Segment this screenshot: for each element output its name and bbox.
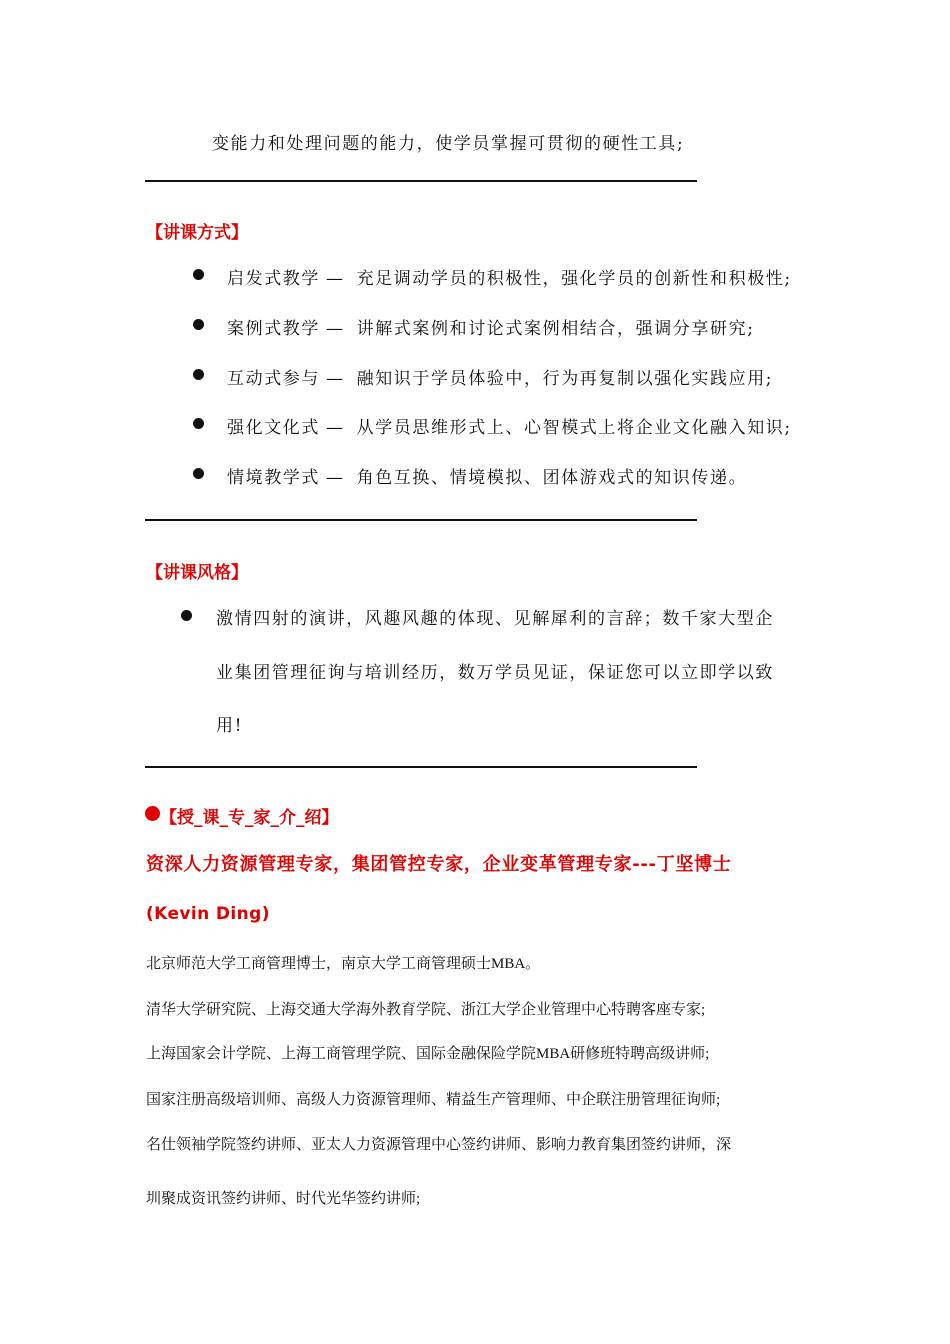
style-line-3: 用! (216, 716, 244, 736)
intro-line: 变能力和处理问题的能力，使学员掌握可贯彻的硬性工具; (212, 134, 685, 154)
list-item-text (227, 463, 747, 488)
bio-line: 名仕领袖学院签约讲师、亚太人力资源管理中心签约讲师、影响力教育集团签约讲师，深 (146, 1137, 732, 1153)
list-item-text (227, 413, 792, 438)
divider (145, 766, 697, 768)
bio-line: 上海国家会计学院、上海工商管理学院、国际金融保险学院MBA研修班特聘高级讲师; (146, 1046, 710, 1062)
bullet-icon (181, 610, 192, 621)
method-desc: 从学员思维形式上、心智模式上将企业文化融入知识; (356, 418, 792, 438)
expert-title: 资深人力资源管理专家，集团管控专家，企业变革管理专家---丁坚博士 (146, 854, 732, 875)
bio-line: 清华大学研究院、上海交通大学海外教育学院、浙江大学企业管理中心特聘客座专家; (146, 1002, 706, 1018)
list-item-text (227, 264, 792, 289)
method-desc: 充足调动学员的积极性，强化学员的创新性和积极性; (356, 269, 792, 289)
method-desc: 角色互换、情境模拟、团体游戏式的知识传递。 (356, 468, 748, 488)
expert-heading: 【授_课_专_家_介_绍】 (160, 808, 339, 828)
bio-line: 圳聚成资讯签约讲师、时代光华签约讲师; (146, 1191, 421, 1207)
bio-line: 北京师范大学工商管理博士，南京大学工商管理硕士MBA。 (146, 956, 541, 972)
method-desc: 融知识于学员体验中，行为再复制以强化实践应用; (356, 369, 774, 389)
divider (145, 180, 697, 182)
dash: — (326, 369, 345, 389)
bullet-icon (193, 269, 204, 280)
divider (145, 519, 697, 521)
bullet-icon (193, 369, 204, 380)
method-desc: 讲解式案例和讨论式案例相结合，强调分享研究; (356, 319, 755, 339)
list-item-text (227, 364, 773, 389)
method-name: 强化文化式 (227, 418, 320, 438)
dash: — (326, 269, 345, 289)
dash: — (326, 319, 345, 339)
bullet-icon (193, 468, 204, 479)
method-name: 启发式教学 (227, 269, 320, 289)
list-item-text (227, 314, 755, 339)
bio-line: 国家注册高级培训师、高级人力资源管理师、精益生产管理师、中企联注册管理征询师; (146, 1092, 721, 1108)
dash: — (326, 468, 345, 488)
teaching-method-heading: 【讲课方式】 (146, 223, 248, 243)
style-line-1: 激情四射的演讲，风趣风趣的体现、见解犀利的言辞；数千家大型企 (216, 609, 774, 629)
teaching-style-heading: 【讲课风格】 (146, 563, 248, 583)
red-bullet-icon (145, 806, 160, 821)
bullet-icon (193, 319, 204, 330)
method-name: 案例式教学 (227, 319, 320, 339)
method-name: 情境教学式 (227, 468, 320, 488)
expert-english-name: (Kevin Ding) (146, 904, 270, 924)
method-name: 互动式参与 (227, 369, 320, 389)
style-line-2: 业集团管理征询与培训经历，数万学员见证，保证您可以立即学以致 (216, 663, 774, 683)
bullet-icon (193, 418, 204, 429)
dash: — (326, 418, 345, 438)
